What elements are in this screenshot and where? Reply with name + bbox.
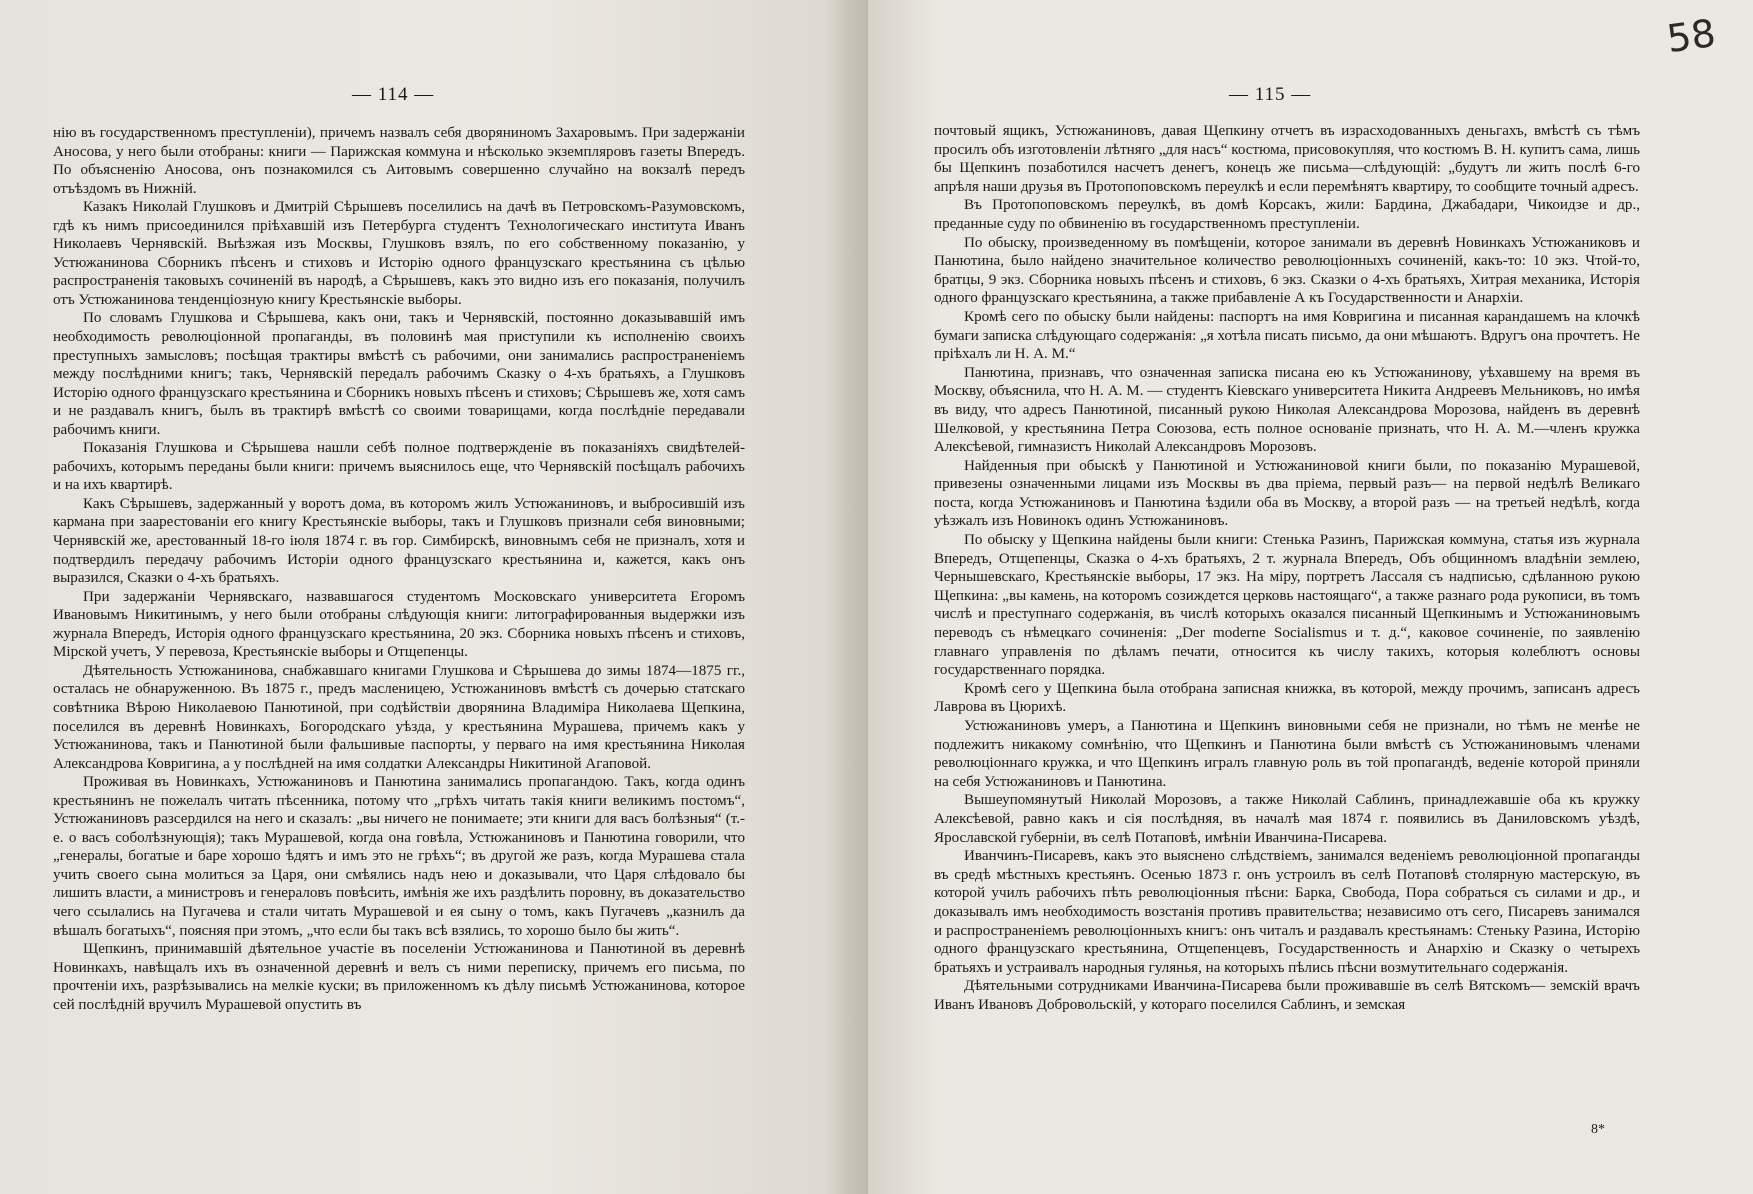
handwritten-folio-number: 58 (1663, 10, 1718, 62)
paragraph: Найденныя при обыскѣ у Панютиной и Устюжаниновой книги были, по показанію Мурашевой, привезены означенными лицами изъ Москвы въ два пріема, первый разъ— на первой недѣлѣ Великаго поста, когда Устюжаниновъ и Панютина ѣздили оба въ Москву, а второй разъ — на третьей недѣлѣ, когда уѣзжалъ изъ Новинокъ одинъ Устюжаниновъ. (934, 457, 1640, 530)
paragraph: Устюжаниновъ умеръ, а Панютина и Щепкинъ виновными себя не признали, но тѣмъ не менѣе не подлежитъ никакому сомнѣнію, что Щепкинъ и Панютина были вмѣстѣ съ Устюжаниновымъ членами революціоннаго кружка, и что Щепкинъ игралъ главную роль въ той пропагандѣ, веденіе которой приняли на себя Устюжаниновъ и Панютина. (934, 718, 1640, 790)
page-number-left: — 114 — (352, 84, 435, 105)
right-page (868, 0, 1753, 1194)
paragraph: Проживая въ Новинкахъ, Устюжаниновъ и Панютина занимались пропагандою. Такъ, когда одинъ крестьянинъ не пожелалъ читать пѣсенника, потому что „грѣхъ читать такія книги великимъ постомъ“, Устюжаниновъ разсердился на него и сказалъ: „вы ничего не понимаете; эти книги для васъ болѣзныя“ (т.-е. о васъ соболѣзнующія); такъ Мурашевой, когда она говѣла, Устюжаниновъ и Панютина говорили, что „генералы, богатые и баре хорошо ѣдятъ и имъ это не грѣхъ“; въ другой же разъ, когда Мурашева стала учить своего сына молиться за Царя, они смѣялись надъ нею и доказывали, что Царя слѣдовало бы лишить власти, а министровъ и генераловъ повѣсить, имѣнія же ихъ раздѣлить поровну, въ доказательство чего ссылались на Пугачева и стали читать Мурашевой и ея сыну о томъ, какъ Пугачевъ „казнилъ да вѣшалъ богатыхъ“, поясняя при этомъ, „что если бы такъ всѣ взялись, то хорошо было бы жить“. (53, 774, 745, 939)
paragraph: Щепкинъ, принимавшій дѣятельное участіе въ поселеніи Устюжанинова и Панютиной въ деревнѣ Новинкахъ, навѣщалъ ихъ въ означенной деревнѣ и велъ съ ними переписку, причемъ его письма, по прочтеніи ихъ, разрѣзывались на мелкіе куски; въ приложенномъ къ дѣлу письмѣ Устюжанинова, которое сей послѣдній вручилъ Мурашевой опустить въ (53, 941, 745, 1013)
paragraph: По обыску у Щепкина найдены были книги: Стенька Разинъ, Парижская коммуна, статья изъ журнала Впередъ, Отщепенцы, Сказка о 4-хъ братьяхъ, 2 т. журнала Впередъ, Объ общинномъ владѣніи землею, Чернышевскаго, Крестьянскіе выборы, 17 экз. На міру, портретъ Лассаля съ надписью, сдѣланною рукою Щепкина: „вы камень, на которомъ созиждется церковь настоящаго“, а также разнаго рода рукописи, въ томъ числѣ и преступнаго содержанія, въ числѣ которыхъ оказался писанный Щепкинымъ и Устюжаниновымъ переводъ съ нѣмецкаго сочиненія: „Der moderne Socialismus и т. д.“, каковое сочиненіе, по заявленію главнаго управленія по дѣламъ печати, относится къ числу такихъ, которыя колеблютъ основы государственнаго порядка. (934, 532, 1640, 679)
paragraph: Въ Протопоповскомъ переулкѣ, въ домѣ Корсакъ, жили: Бардина, Джабадари, Чикоидзе и др., преданные суду по обвиненію въ государственномъ преступленіи. (934, 197, 1640, 232)
paragraph: нію въ государственномъ преступленіи), причемъ назвалъ себя дворяниномъ Захаровымъ. При задержаніи Аносова, у него были отобраны: книги — Парижская коммуна и нѣсколько экземпляровъ газеты Впередъ. По объясненію Аносова, онъ познакомился съ Аитовымъ совершенно случайно на вокзалѣ передъ отъѣздомъ въ Нижній. (53, 125, 745, 197)
paragraph: Кромѣ сего по обыску были найдены: паспортъ на имя Ковригина и писанная карандашемъ на клочкѣ бумаги записка слѣдующаго содержанія: „я хотѣла писать письмо, да они мѣшаютъ. Вдругъ она прочтетъ. Не пріѣхалъ ли Н. А. М.“ (934, 308, 1640, 363)
paragraph: почтовый ящикъ, Устюжаниновъ, давая Щепкину отчетъ въ израсходованныхъ деньгахъ, вмѣстѣ съ тѣмъ просилъ объ изготовленіи лѣтняго „для насъ“ костюма, присовокупляя, что костюмъ В. Н. купитъ сама, лишь бы Щепкинъ позаботился насчетъ денегъ, конецъ же письма—слѣдующій: „будутъ ли жить послѣ 6-го апрѣля наши друзья въ Протопоповскомъ переулкѣ и если перемѣнятъ квартиру, то сообщите точный адресъ. (934, 123, 1640, 195)
paragraph: Иванчинъ-Писаревъ, какъ это выяснено слѣдствіемъ, занимался веденіемъ революціонной пропаганды въ средѣ мѣстныхъ крестьянъ. Осенью 1873 г. онъ устроилъ въ селѣ Потаповѣ столярную мастерскую, въ которой училъ рабочихъ пѣть революціонныя пѣсни: Барка, Свобода, Пора собраться съ силами и др., и доказывалъ имъ необходимость возстанія противъ правительства; независимо отъ сего, Писаревъ занимался и распространеніемъ революціонныхъ книгъ: онъ читалъ и раздавалъ крестьянамъ: Стеньку Разина, Исторію одного французскаго крестьянина, Отщепенцевъ, Государственность и Анархію и Сказку о четырехъ братьяхъ и устраивалъ народныя гулянья, на которыхъ пѣлись пѣсни возмутительнаго содержанія. (934, 848, 1640, 976)
paragraph: Какъ Сѣрышевъ, задержанный у воротъ дома, въ которомъ жилъ Устюжаниновъ, и выбросившій изъ кармана при заарестованіи его книгу Крестьянскіе выборы, такъ и Глушковъ признали себя виновными; Чернявскій же, арестованный 18-го іюля 1874 г. въ гор. Симбирскѣ, виновнымъ себя не призналъ, хотя и подтвердилъ передачу рабочимъ Исторіи одного французскаго крестьянина и, кажется, какъ онъ выразился, Сказки о 4-хъ братьяхъ. (53, 495, 745, 587)
paragraph: Вышеупомянутый Николай Морозовъ, а также Николай Саблинъ, принадлежавшіе оба къ кружку Алексѣевой, равно какъ и сія послѣдняя, въ началѣ мая 1874 г. появились въ Даниловскомъ уѣздѣ, Ярославской губерніи, въ селѣ Потаповѣ, имѣніи Иванчина-Писарева. (934, 792, 1640, 846)
paragraph: По словамъ Глушкова и Сѣрышева, какъ они, такъ и Чернявскій, постоянно доказывавшій имъ необходимость революціонной пропаганды, въ половинѣ мая приступили къ исполненію своихъ преступныхъ замысловъ; посѣщая трактиры вмѣстѣ съ рабочими, они занимались распространеніемъ между послѣдними книгъ; такъ, Чернявскій передалъ рабочимъ Сказку о 4-хъ братьяхъ, а Глушковъ Исторію одного французскаго крестьянина и Сборникъ новыхъ пѣсенъ и стиховъ; Сѣрышевъ же, хотя самъ и не раздавалъ книгъ, былъ въ трактирѣ вмѣстѣ со своими товарищами, когда послѣдніе передавали рабочимъ книги. (53, 310, 745, 438)
signature-mark: 8* (1591, 1122, 1605, 1137)
paragraph: Кромѣ сего у Щепкина была отобрана записная книжка, въ которой, между прочимъ, записанъ адресъ Лаврова въ Цюрихѣ. (934, 680, 1640, 716)
paragraph: При задержаніи Чернявскаго, назвавшагося студентомъ Московскаго университета Егоромъ Ивановымъ Никитинымъ, у него были отобраны слѣдующія книги: литографированныя выдержки изъ журнала Впередъ, Исторія одного французскаго крестьянина, 20 экз. Сборника новыхъ пѣсенъ и стиховъ, Мірской учетъ, У перевоза, Крестьянскіе выборы и Отщепенцы. (53, 588, 745, 661)
right-page-text (934, 122, 1640, 1015)
paragraph: Казакъ Николай Глушковъ и Дмитрій Сѣрышевъ поселились на дачѣ въ Петровскомъ-Разумовскомъ, гдѣ къ нимъ присоединился пріѣхавшій изъ Петербурга студентъ Технологическаго института Иванъ Николаевъ Чернявскій. Выѣзжая изъ Москвы, Глушковъ взялъ, по его собственному показанію, у Устюжанинова Сборникъ пѣсенъ и стиховъ и Исторію одного французскаго крестьянина съ цѣлью распространенія таковыхъ сочиненій въ народѣ, а Сѣрышевъ, какъ это видно изъ его показанія, получилъ отъ Устюжанинова тенденціозную книгу Крестьянскіе выборы. (53, 199, 745, 308)
paragraph: Дѣятельность Устюжанинова, снабжавшаго книгами Глушкова и Сѣрышева до зимы 1874—1875 гг., осталась не обнаруженною. Въ 1875 г., предъ масленицею, Устюжаниновъ вмѣстѣ съ дочерью статскаго совѣтника Вѣрою Николаевою Панютиной, при содѣйствіи дворянина Владиміра Николаева Щепкина, поселился въ деревнѣ Новинкахъ, Богородскаго уѣзда, у крестьянина Мурашева, причемъ какъ у Устюжанинова, такъ и Панютиной были фальшивые паспорты, у перваго на имя крестьянина Николая Александрова Ковригина, а у послѣдней на имя солдатки Александры Никитиной Агаповой. (53, 662, 745, 772)
paragraph: Дѣятельными сотрудниками Иванчина-Писарева были проживавшіе въ селѣ Вятскомъ— земскій врачъ Иванъ Ивановъ Добровольскій, у котораго поселился Саблинъ, и земская (934, 978, 1640, 1013)
paragraph: Показанія Глушкова и Сѣрышева нашли себѣ полное подтвержденіе въ показаніяхъ свидѣтелей-рабочихъ, которымъ переданы были книги: причемъ выяснилось еще, что Чернявскій посѣщалъ рабочихъ и на ихъ квартирѣ. (53, 440, 745, 494)
left-page (0, 0, 868, 1194)
page-number-right: — 115 — (1229, 84, 1312, 105)
paragraph: Панютина, признавъ, что означенная записка писана ею къ Устюжанинову, уѣхавшему на время въ Москву, объяснила, что Н. А. М. — студентъ Кіевскаго университета Никита Андреевъ Мельниковъ, но имѣя въ виду, что адресъ Панютиной, писанный рукою Николая Александрова Морозова, найденъ въ деревнѣ Шелковой, у крестьянина Петра Союзова, есть полное основаніе признать, что Н. А. М.—членъ кружка Алексѣевой, гимназистъ Николай Александровъ Морозовъ. (934, 364, 1640, 456)
left-page-text (53, 124, 745, 1014)
book-gutter (826, 0, 868, 1194)
paragraph: По обыску, произведенному въ помѣщеніи, которое занимали въ деревнѣ Новинкахъ Устюжаниковъ и Панютина, было найдено значительное количество революціонныхъ сочиненій, какъ-то: 10 экз. Чтой-то, братцы, 9 экз. Сборника новыхъ пѣсенъ и стиховъ, 6 экз. Сказки о 4-хъ братьяхъ, Хитрая механика, Исторія одного французскаго крестьянина, а также прибавленіе А къ Государственности и Анархіи. (934, 234, 1640, 307)
